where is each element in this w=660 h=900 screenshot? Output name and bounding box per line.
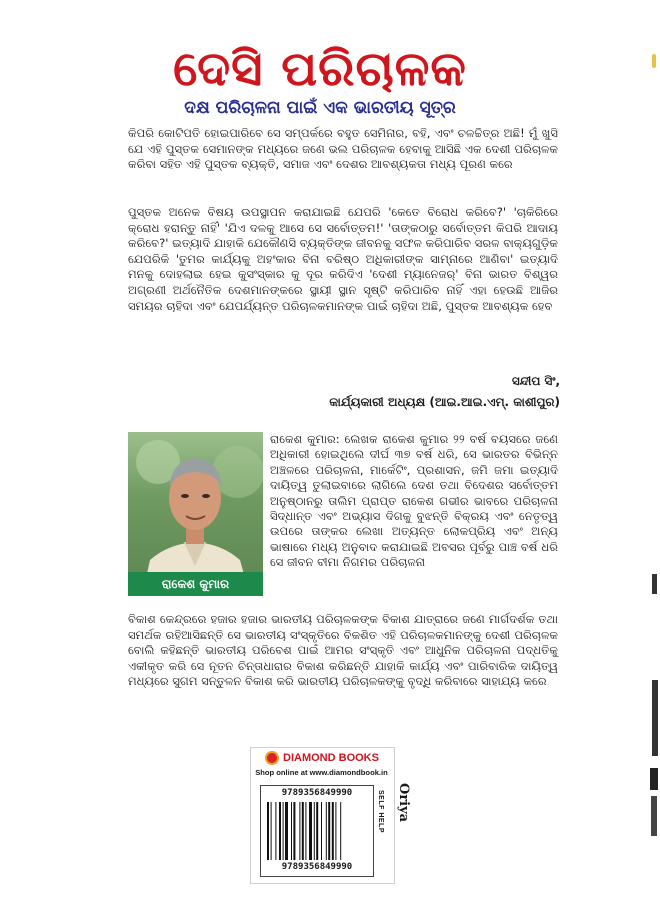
book-subtitle: ଦକ୍ଷ ପରିଚାଳନା ପାଇଁ ଏକ ଭାରତୀୟ ସୂତ୍ର: [184, 98, 456, 118]
spine-edge-mark: [652, 54, 656, 68]
diamond-logo-icon: [265, 751, 279, 765]
isbn-top: 9789356849990: [281, 788, 353, 798]
author-bio: ରାକେଶ କୁମାର: ଲେଖକ ରାକେଶ କୁମାର ୨୨ ବର୍ଷ ବୟସରେ ଜଣେ ଅଧିକାରୀ ହୋଇଥିଲେ ଦୀର୍ଘ ୩୭ ବର୍ଷ ଧରି, ସେ ଭାରତର ବିଭିନ୍ନ ଅଞ୍ଚଳରେ ପରିଚାଳନା, ମାର୍କେଟିଂ, ପ୍ରଶାସନ, ଜମି ଜମା ଇତ୍ୟାଦି ଦାୟିତ୍ୱ ତୁଲାଇବାରେ ଲାଗିଲେ ଦେଶ ତଥା ବିଦେଶର ସର୍ବୋତ୍ତମ ଅନୁଷ୍ଠାନରୁ ତାଲିମ ପ୍ରାପ୍ତ ରାକେଶ ଗଭୀର ଭାବରେ ପରିଚାଳନା ସିଦ୍ଧାନ୍ତ ଏବଂ ଅଭ୍ୟାସ ଦିଗକୁ ବୁଝନ୍ତି ବିକ୍ରୟ ଏବଂ ନେତୃତ୍ୱ ଉପରେ ତାଙ୍କର ଲେଖା ଅତ୍ୟନ୍ତ ଲୋକପ୍ରିୟ ଏବଂ ଅନ୍ୟ ଭାଷାରେ ମଧ୍ୟ ଅନୁବାଦ କରାଯାଇଛି ଅବସର ପୂର୍ବରୁ ପାଞ୍ଚ ବର୍ଷ ଧରି ସେ ଜୀବନ ବୀମା ନିଗମର ପରିଚାଳନା: [270, 432, 558, 570]
book-title: ଦେସି ପରିଚାଳକ: [173, 41, 467, 97]
publisher-name: DIAMOND BOOKS: [283, 752, 379, 764]
publisher-logo: [256, 750, 388, 766]
publisher-website: Shop online at www.diamondbook.in: [255, 768, 388, 777]
closing-paragraph: ବିକାଶ କେନ୍ଦ୍ରରେ ହଜାର ହଜାର ଭାରତୀୟ ପରିଚାଳକଙ୍କ ବିକାଶ ଯାତ୍ରାରେ ଜଣେ ମାର୍ଗଦର୍ଶକ ତଥା ସମର୍ଥକ ରହିଆସିଛନ୍ତି ସେ ଭାରତୀୟ ସଂସ୍କୃତିରେ ବିକଶିତ ଏହି ପରିଚାଳକମାନଙ୍କୁ ଦେଶୀ ପରିଚାଳକ ବୋଲି କହିଛନ୍ତି ଭାରତୀୟ ପରିବେଶ ପାଇଁ ଆମର ସଂସ୍କୃତି ଏବଂ ଆଧୁନିକ ପରିଚାଳନା ପଦ୍ଧତିକୁ ଏକୀକୃତ କରି ସେ ନୂତନ ଚିନ୍ତାଧାରାର ବିକାଶ କରିଛନ୍ତି ଯାହାକି କାର୍ଯ୍ୟ ଏବଂ ପାରିବାରିକ ଦାୟିତ୍ୱ ମଧ୍ୟରେ ସୁଗମ ସନ୍ତୁଳନ ବିକାଶ କରି ଭାରତୀୟ ପରିଚାଳକଙ୍କୁ ବୃଦ୍ଧି କରିବାରେ ସାହାଯ୍ୟ କରେ: [128, 612, 558, 689]
spine-edge-mark: [651, 796, 657, 836]
spine-edge-mark: [652, 574, 657, 594]
spine-edge-mark: [650, 768, 658, 790]
language-label: Oriya: [396, 783, 411, 823]
barcode: [260, 785, 374, 877]
blurb-paragraph-2: ପୁସ୍ତକ ଅନେକ ବିଷୟ ଉପସ୍ଥାପନ କରାଯାଇଛି ଯେପରି 'କେତେ ବିରୋଧ କରିବେ?' 'ଚାକିରିରେ କ୍ରୋଧ ହରାନ୍ତୁ ନାହିଁ' 'ଯିଏ ଦଳକୁ ଆସେ ସେ ସର୍ବୋତ୍ତମ!' 'ତାଙ୍କଠାରୁ ସର୍ବୋତ୍ତମ କିପରି ଆଦାୟ କରିବେ?' ଇତ୍ୟାଦି ଯାହାକି ଯେକୌଣସି ବ୍ୟକ୍ତିଙ୍କ ଜୀବନକୁ ସଫଳ କରିପାରିବ ସରଳ ବାକ୍ୟଗୁଡ଼ିକ ଯେପରିକି 'ତୁମର କାର୍ଯ୍ୟକୁ ଅହଂକାର ବିନା ବରିଷ୍ଠ ଅଧିକାରୀଙ୍କ ସାମ୍ନାରେ ଆଣିବା' ଇତ୍ୟାଦି ମନକୁ ଦୋହଲାଇ ହେଇ କୁସଂସ୍କାର କୁ ଦୂର କରିଦିଏ 'ଦେଶୀ ମ୍ୟାନେଜର୍' ବିନା ଭାରତ ବିଶ୍ୱର ଅଗ୍ରଣୀ ଅର୍ଥନୈତିକ ଦେଶମାନଙ୍କରେ ସ୍ଥାୟୀ ସ୍ଥାନ ସୃଷ୍ଟି କରିପାରିବ ନାହିଁ ଏହା ହେଉଛି ଆଜିର ସମୟର ଚାହିଦା ଏବଂ ଯେପର୍ଯ୍ୟନ୍ତ ପରିଚାଳକମାନଙ୍କ ପାଇଁ ଚାହିଦା ଅଛି, ପୁସ୍ତକ ଆବଶ୍ୟକ ହେବ: [128, 205, 558, 313]
author-name-caption: ରାକେଶ କୁମାର: [128, 572, 263, 596]
barcode-bars-icon: [267, 802, 367, 860]
category-label: SELF HELP: [377, 790, 384, 834]
isbn-bottom: 9789356849990: [281, 862, 353, 872]
blurb-paragraph-1: କିପରି କୋଟିପତି ହୋଇପାରିବେ ସେ ସମ୍ପର୍କରେ ବହୁତ ସେମିନାର, ବହି, ଏବଂ ଚଳଚ୍ଚିତ୍ର ଅଛି! ମୁଁ ଖୁସି ଯେ ଏହି ପୁସ୍ତକ ସେମାନଙ୍କ ମଧ୍ୟରେ ଜଣେ ଭଲ ପରିଚାଳକ ହେବାକୁ ଆସିଛି ଏକ ଦେଶୀ ପରିଚାଳକ କରିବା ସହିତ ଏହି ପୁସ୍ତକ ବ୍ୟକ୍ତି, ସମାଜ ଏବଂ ଦେଶର ଆବଶ୍ୟକତା ମଧ୍ୟ ପୂରଣ କରେ: [128, 126, 558, 172]
author-photo: [128, 432, 263, 596]
endorser-name: ସନ୍ଦୀପ ସିଂ,: [511, 374, 560, 388]
endorser-role: କାର୍ଯ୍ୟକାରୀ ଅଧ୍ୟକ୍ଷ (ଆଇ.ଆଇ.ଏମ୍. କାଶୀପୁର): [329, 395, 560, 409]
spine-edge-mark: [652, 680, 658, 756]
